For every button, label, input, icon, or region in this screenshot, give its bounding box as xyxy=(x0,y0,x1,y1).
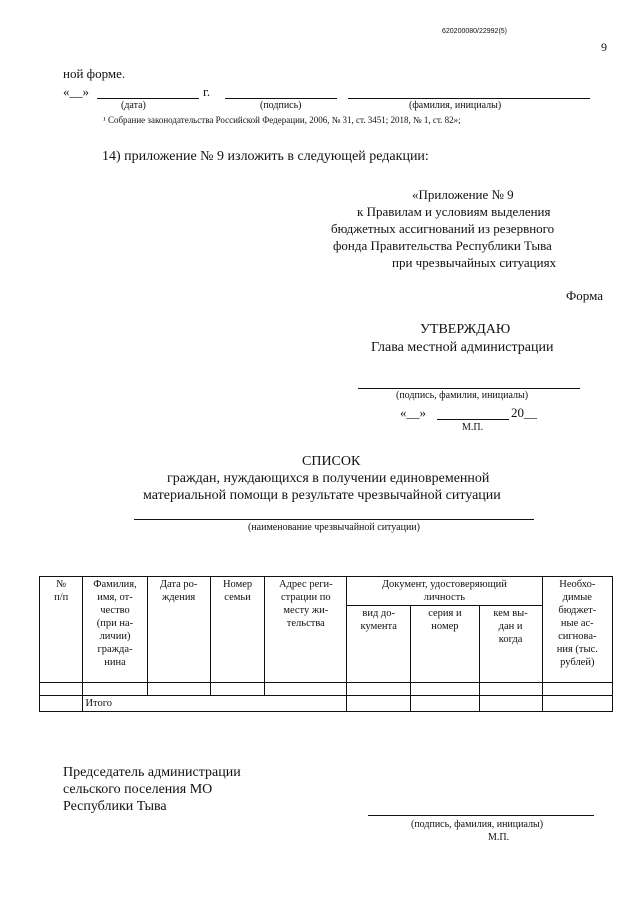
header-birth-date: Дата ро- ждения xyxy=(147,577,210,683)
form-label: Форма xyxy=(566,288,603,303)
table-cell xyxy=(210,683,265,696)
approval-subtitle: Глава местной администрации xyxy=(371,340,554,355)
header-document-issued: кем вы- дан и когда xyxy=(479,606,542,683)
table-cell xyxy=(265,683,347,696)
table-cell xyxy=(411,696,479,712)
appendix-line-4: фонда Правительства Республики Тыва xyxy=(333,238,552,253)
list-subtitle-line-1: граждан, нуждающихся в получении единовременной xyxy=(167,471,490,486)
table-cell xyxy=(411,683,479,696)
total-label: Итого xyxy=(83,696,347,712)
approval-sign-label: (подпись, фамилия, инициалы) xyxy=(396,390,529,401)
approval-date-line xyxy=(437,419,509,420)
header-family-number: Номер семьи xyxy=(210,577,265,683)
table-cell xyxy=(40,696,83,712)
amendment-item-14: 14) приложение № 9 изложить в следующей редакции: xyxy=(102,149,429,164)
appendix-line-5: при чрезвычайных ситуациях xyxy=(392,255,557,270)
table-cell xyxy=(542,683,612,696)
signatory-sign-line xyxy=(368,815,594,816)
previous-form-tail: ной форме. xyxy=(63,66,126,81)
page-number: 9 xyxy=(601,40,607,54)
document-id: 620200080/22992(5) xyxy=(442,28,508,35)
citizens-table xyxy=(39,576,613,712)
table-cell xyxy=(83,683,147,696)
header-registration-address: Адрес реги- страции по месту жи- тельства xyxy=(265,577,347,683)
signatory-line-2: сельского поселения МО xyxy=(63,782,213,797)
table-cell xyxy=(40,683,83,696)
previous-form-date-line xyxy=(97,98,199,99)
footnote: ¹ Собрание законодательства Российской Федерации, 2006, № 31, ст. 3451; 2018, № 1, ст. 82»; xyxy=(103,115,461,125)
appendix-line-3: бюджетных ассигнований из резервного xyxy=(331,221,555,236)
table-cell xyxy=(542,696,612,712)
list-subtitle-line-2: материальной помощи в результате чрезвычайной ситуации xyxy=(143,488,501,503)
previous-form-date-label: (дата) xyxy=(121,100,146,111)
approval-date-quote: «__» xyxy=(400,405,426,420)
emergency-name-label: (наименование чрезвычайной ситуации) xyxy=(248,522,420,533)
table-cell xyxy=(479,696,542,712)
table-empty-row xyxy=(40,683,613,696)
signatory-stamp-label: М.П. xyxy=(488,832,510,843)
table-total-row xyxy=(40,696,613,712)
signatory-sign-label: (подпись, фамилия, инициалы) xyxy=(411,819,544,830)
approval-sign-line xyxy=(358,388,580,389)
previous-form-sign-label: (подпись) xyxy=(260,100,302,111)
approval-stamp-label: М.П. xyxy=(462,422,484,433)
signatory-line-1: Председатель администрации xyxy=(63,765,241,780)
header-document-series: серия и номер xyxy=(411,606,479,683)
header-full-name: Фамилия, имя, от- чество (при на- личии) гражда- нина xyxy=(83,577,147,683)
emergency-name-line xyxy=(134,519,534,520)
list-title: СПИСОК xyxy=(302,454,361,469)
previous-form-date-quote: «__» xyxy=(63,84,89,99)
previous-form-name-line xyxy=(348,98,590,99)
previous-form-sign-line xyxy=(225,98,337,99)
header-number: № п/п xyxy=(40,577,83,683)
signatory-line-3: Республики Тыва xyxy=(63,799,167,814)
appendix-line-2: к Правилам и условиям выделения xyxy=(357,204,551,219)
table-cell xyxy=(147,683,210,696)
header-required-funds: Необхо- димые бюджет- ные ас- сигнова- ния (тыс. рублей) xyxy=(542,577,612,683)
header-identity-document: Документ, удостоверяющий личность xyxy=(347,577,542,606)
table-header-row xyxy=(40,577,613,606)
previous-form-year-suffix: г. xyxy=(203,84,211,99)
previous-form-name-label: (фамилия, инициалы) xyxy=(409,100,502,111)
table-cell xyxy=(479,683,542,696)
table-cell xyxy=(347,696,411,712)
table-cell xyxy=(347,683,411,696)
appendix-heading: «Приложение № 9 xyxy=(412,187,514,202)
approval-date-year: 20__ xyxy=(511,405,537,420)
header-document-type: вид до- кумента xyxy=(347,606,411,683)
approval-title: УТВЕРЖДАЮ xyxy=(420,322,511,337)
